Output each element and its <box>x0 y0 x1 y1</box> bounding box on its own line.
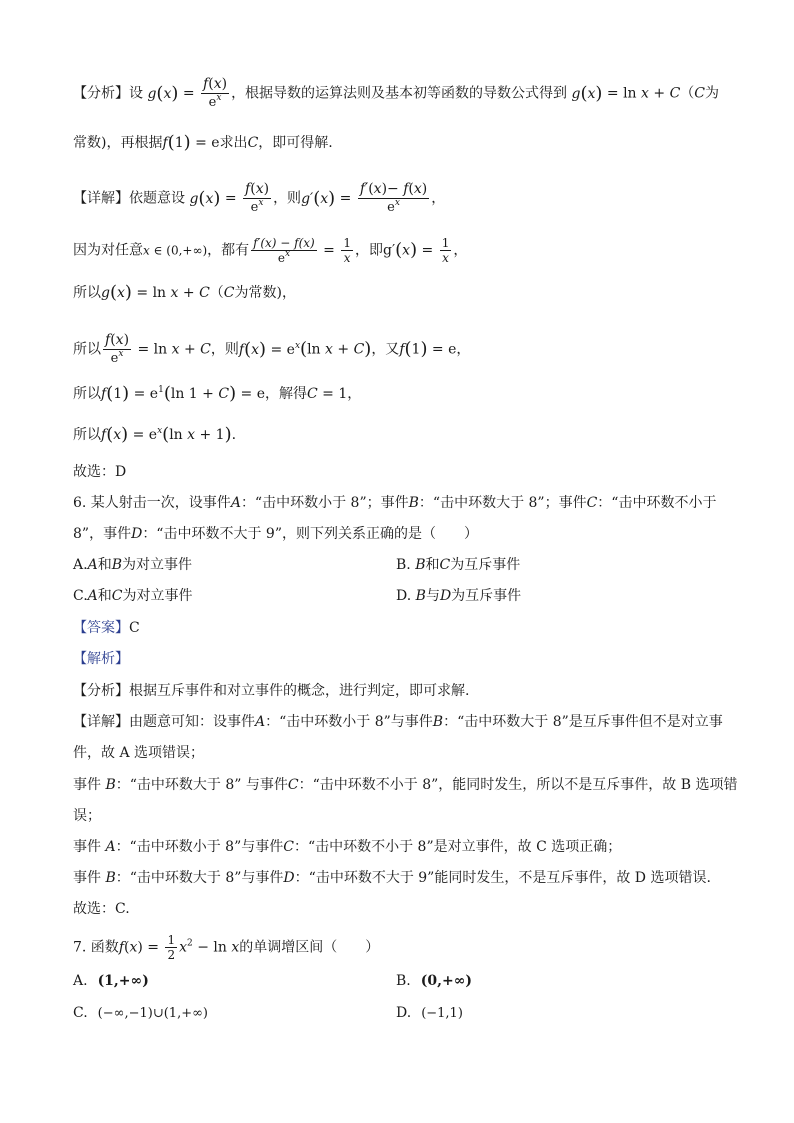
q5-detail-line-2: 因为对任意x ∈ (0,+∞)，都有 $\frac{f'(x) - f(x)}{e^x}$ = $\frac{1}{x}$ ，即g′(x) = $\frac{1}{x}$ ， <box>73 236 468 265</box>
q5-detail-line-6: 所以$f(x) = e^x(\ln$ x + 1). <box>73 424 237 445</box>
q5-detail-line-5: 所以$f(1) = e^1(\ln$ 1 + C) = e，解得C = 1， <box>73 383 362 404</box>
q6-detail-line-2: 件，故 A 选项错误； <box>73 745 205 761</box>
q6-conclusion: 故选：C. <box>73 901 130 917</box>
q5-detail-line-1: 【详解】依题意设 g(x) = $\frac{f(x)}{e^x}$ ，则g′(x) = $\frac{f'(x)- f(x)}{e^x}$ ， <box>73 181 446 215</box>
q6-detail-line-3: 事件 B：“击中环数大于 8” 与事件C：“击中环数不小于 8”，能同时发生，所以不是互斥事件，故 B 选项错 <box>73 777 738 793</box>
math-g-x: g(x) <box>143 82 179 104</box>
q6-jiexi-tag: 【解析】 <box>73 651 129 667</box>
analysis-tag: 【分析】 <box>73 85 129 102</box>
q6-answer: 【答案】C <box>73 620 140 636</box>
q6-option-d: D. B与D为互斥事件 <box>396 588 522 604</box>
detail-tag: 【详解】 <box>73 190 129 207</box>
q7-option-d: D. (−1,1) <box>396 1005 463 1021</box>
q6-option-b: B. B和C为互斥事件 <box>396 557 521 573</box>
q6-analysis: 【分析】根据互斥事件和对立事件的概念，进行判定，即可求解. <box>73 683 470 699</box>
q6-detail-line-4: 误； <box>73 808 101 824</box>
fraction-fx-over-ex: $\frac{f(x)}{e^x}$ <box>203 76 228 110</box>
q5-analysis-line-2: 常数)，再根据f(1) = e求出C，即可得解. <box>73 132 333 153</box>
q6-stem-line-1: 6. 某人射击一次，设事件A：“击中环数小于 8”；事件B：“击中环数大于 8”；事件C：“击中环数不小于 <box>73 495 717 511</box>
q6-stem-line-2: 8”，事件D：“击中环数不大于 9”，则下列关系正确的是（ ） <box>73 526 478 542</box>
q7-option-b: B. (0,+∞) <box>396 973 473 989</box>
q5-detail-line-3: 所以g(x) = ln x + C（C为常数)， <box>73 282 296 303</box>
q7-stem: 7. 函数f(x) = $\frac{1}{2}$ $x^2 - \ln x$的单调增区间（ ） <box>73 933 380 962</box>
q6-detail-line-6: 事件 B：“击中环数大于 8”与事件D：“击中环数不大于 9”能同时发生，不是互斥事件，故 D 选项错误. <box>73 870 711 886</box>
q7-option-c: C. (−∞,−1)∪(1,+∞) <box>73 1005 208 1021</box>
q6-option-c: C.A和C为对立事件 <box>73 588 193 604</box>
q7-option-a: A. (1,+∞) <box>73 973 149 989</box>
fraction-derivative: $\frac{f'(x)- f(x)}{e^x}$ <box>359 181 428 215</box>
q5-analysis-line-1: 【分析】设 g(x) = $\frac{f(x)}{e^x}$ ，根据导数的运算法则及基本初等函数的导数公式得到 g(x) = ln x + C（C为 <box>73 76 720 110</box>
answer-tag: 【答案】 <box>73 620 129 636</box>
q6-option-a: A.A和B为对立事件 <box>73 557 192 573</box>
q5-answer: 故选：D <box>73 464 127 480</box>
q6-detail-line-1: 【详解】由题意可知：设事件A：“击中环数小于 8”与事件B：“击中环数大于 8”是互斥事件但不是对立事 <box>73 714 723 730</box>
q6-detail-line-5: 事件 A：“击中环数小于 8”与事件C：“击中环数不小于 8”是对立事件，故 C 选项正确； <box>73 839 622 855</box>
q5-detail-line-4: 所以 $\frac{f(x)}{e^x}$ = ln x + C，则$f(x) = e^x(\ln$ x + C)，又f(1) = e， <box>73 332 471 366</box>
